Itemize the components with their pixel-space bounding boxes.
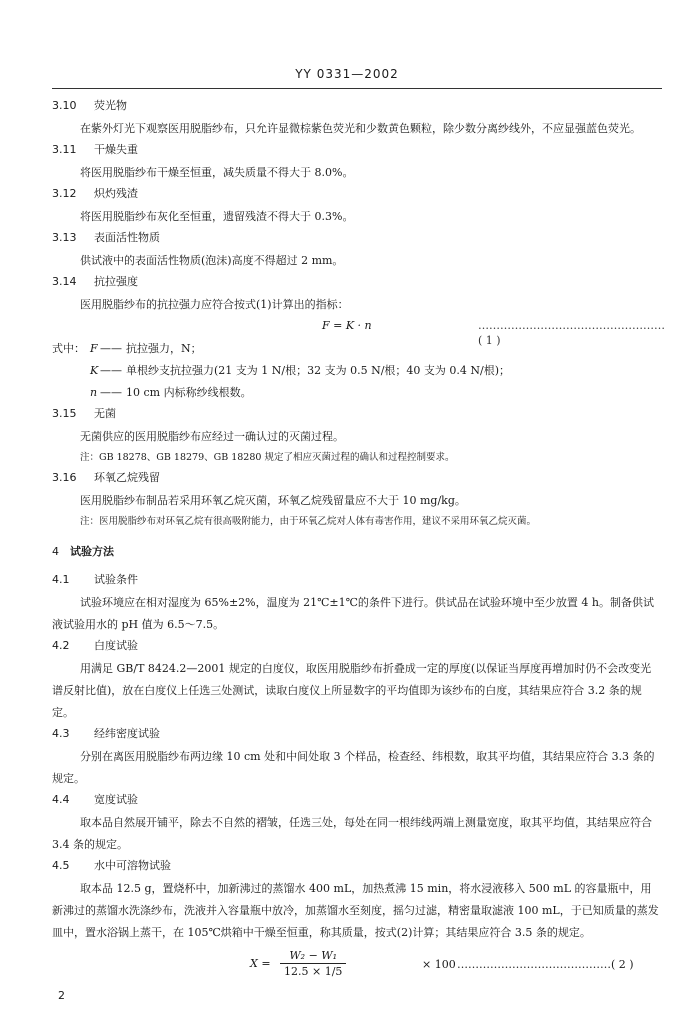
- section-heading: [52, 726, 662, 746]
- section-number: 3.12: [52, 187, 77, 200]
- definition-row: [52, 338, 662, 360]
- formula-multiplier: × 100: [422, 958, 456, 971]
- definition-symbol: K: [90, 364, 99, 377]
- section-paragraph: 分别在离医用脱脂纱布两边缘 10 cm 处和中间处取 3 个样品，检查经、纬根数，取其平均值，其结果应符合 3.3 条的规定。: [52, 750, 655, 785]
- section-number: 3.11: [52, 143, 77, 156]
- formula-label: ( 2 ): [611, 958, 634, 971]
- formula-definitions: [52, 338, 662, 404]
- section-number: 3.10: [52, 99, 77, 112]
- section-paragraph: 医用脱脂纱布制品若采用环氧乙烷灭菌，环氧乙烷残留量应不大于 10 mg/kg。: [80, 494, 466, 507]
- section-paragraph: 试验环境应在相对湿度为 65%±2%，温度为 21℃±1℃的条件下进行。供试品在试验环境中至少放置 4 h。制备供试液试验用水的 pH 值为 6.5～7.5。: [52, 596, 655, 631]
- section-paragraph: 医用脱脂纱布的抗拉强力应符合按式(1)计算出的指标：: [80, 298, 349, 311]
- formula-lhs: X =: [250, 957, 271, 970]
- section-title: 荧光物: [94, 99, 127, 112]
- section-title: 水中可溶物试验: [94, 859, 171, 872]
- section-title: 试验条件: [94, 573, 138, 586]
- section-heading: [52, 572, 662, 592]
- definition-dash: ——: [100, 364, 122, 377]
- formula-2: [52, 948, 662, 992]
- section-paragraph: 将医用脱脂纱布灰化至恒重，遗留残渣不得大于 0.3%。: [80, 210, 354, 223]
- definition-symbol: F: [90, 342, 98, 355]
- section-title: 抗拉强度: [94, 275, 138, 288]
- formula-fraction: [250, 948, 346, 980]
- document-body: [52, 96, 665, 992]
- section-paragraph: 将医用脱脂纱布干燥至恒重，减失质量不得大于 8.0%。: [80, 166, 354, 179]
- chapter-number: 4: [52, 545, 59, 558]
- section-note: 注：GB 18278、GB 18279、GB 18280 规定了相应灭菌过程的确认和过程控制要求。: [80, 452, 455, 463]
- definition-text: 单根纱支抗拉强力(21 支为 1 N/根；32 支为 0.5 N/根；40 支为 0.4 N/根)；: [126, 364, 511, 377]
- formula-label: ( 1 ): [478, 334, 501, 348]
- section-title: 环氧乙烷残留: [94, 471, 160, 484]
- formula-numerator: W₂ − W₁: [289, 949, 338, 962]
- section-heading: [52, 186, 662, 206]
- section-paragraph: 用满足 GB/T 8424.2—2001 规定的白度仪，取医用脱脂纱布折叠成一定的厚度(以保证当厚度再增加时仍不会改变光谱反射比值)，放在白度仪上任选三处测试，读取白度仪上所显数字的平均值即为该纱布的白度，其结果应符合 3.2 条的规定。: [52, 662, 652, 719]
- section-number: 3.13: [52, 231, 77, 244]
- formula-1: [52, 316, 665, 348]
- formula-expression: F = K · n: [322, 319, 372, 332]
- section-number: 4.5: [52, 859, 70, 872]
- section-number: 4.2: [52, 639, 70, 652]
- section-title: 白度试验: [94, 639, 138, 652]
- section-title: 经纬密度试验: [94, 727, 160, 740]
- section-heading: [52, 274, 662, 294]
- section-number: 4.4: [52, 793, 70, 806]
- chapter-heading: [52, 544, 662, 564]
- section-heading: [52, 230, 662, 250]
- section-title: 干燥失重: [94, 143, 138, 156]
- section-number: 3.15: [52, 407, 77, 420]
- definition-symbol: n: [90, 386, 98, 399]
- section-heading: [52, 858, 662, 878]
- section-heading: [52, 638, 662, 658]
- formula-dots: ……………………………………: [457, 958, 611, 971]
- definition-row: [52, 360, 662, 382]
- formula-leader: [457, 957, 634, 972]
- section-heading: [52, 470, 662, 490]
- section-heading: [52, 792, 662, 812]
- definition-text: 抗拉强力，N；: [126, 342, 202, 355]
- definition-dash: ——: [100, 342, 122, 355]
- document-code-header: YY 0331—2002: [295, 67, 399, 81]
- where-label: 式中：: [52, 342, 85, 355]
- section-number: 4.3: [52, 727, 70, 740]
- section-note: 注：医用脱脂纱布对环氧乙烷有很高吸附能力，由于环氧乙烷对人体有毒害作用，建议不采用环氧乙烷灭菌。: [80, 516, 537, 527]
- formula-denominator: 12.5 × 1/5: [284, 965, 343, 979]
- header-rule: [52, 88, 662, 89]
- section-title: 表面活性物质: [94, 231, 160, 244]
- section-title: 宽度试验: [94, 793, 138, 806]
- definition-text: 10 cm 内标称纱线根数。: [126, 386, 252, 399]
- section-number: 4.1: [52, 573, 70, 586]
- section-heading: [52, 142, 662, 162]
- formula-dots: ……………………………………………: [478, 319, 665, 332]
- section-number: 3.14: [52, 275, 77, 288]
- section-paragraph: 供试液中的表面活性物质(泡沫)高度不得超过 2 mm。: [80, 254, 344, 267]
- definition-dash: ——: [100, 386, 122, 399]
- section-paragraph: 在紫外灯光下观察医用脱脂纱布，只允许显微棕紫色荧光和少数黄色颗粒，除少数分离纱线外，不应显强蓝色荧光。: [80, 122, 641, 135]
- section-paragraph: 取本品自然展开铺平，除去不自然的褶皱，任选三处，每处在同一根纬线两端上测量宽度，取其平均值，其结果应符合 3.4 条的规定。: [52, 816, 652, 851]
- section-paragraph: 取本品 12.5 g，置烧杯中，加新沸过的蒸馏水 400 mL，加热煮沸 15 min，将水浸液移入 500 mL 的容量瓶中，用新沸过的蒸馏水洗涤纱布，洗液并入容量瓶中放冷，加蒸馏水至刻度，摇匀过滤，精密量取滤液 100 mL，于已知质量的蒸发皿中，置水浴锅上蒸干，在 105℃烘箱中干燥至恒重，称其质量，按式(2)计算；其结果应符合 3.5 条的规定。: [52, 882, 659, 939]
- section-title: 无菌: [94, 407, 116, 420]
- page-number: 2: [58, 989, 65, 1002]
- section-heading: [52, 98, 662, 118]
- definition-row: [52, 382, 662, 404]
- section-number: 3.16: [52, 471, 77, 484]
- section-heading: [52, 406, 662, 426]
- chapter-title: 试验方法: [70, 545, 114, 558]
- section-paragraph: 无菌供应的医用脱脂纱布应经过一确认过的灭菌过程。: [80, 430, 344, 443]
- section-title: 炽灼残渣: [94, 187, 138, 200]
